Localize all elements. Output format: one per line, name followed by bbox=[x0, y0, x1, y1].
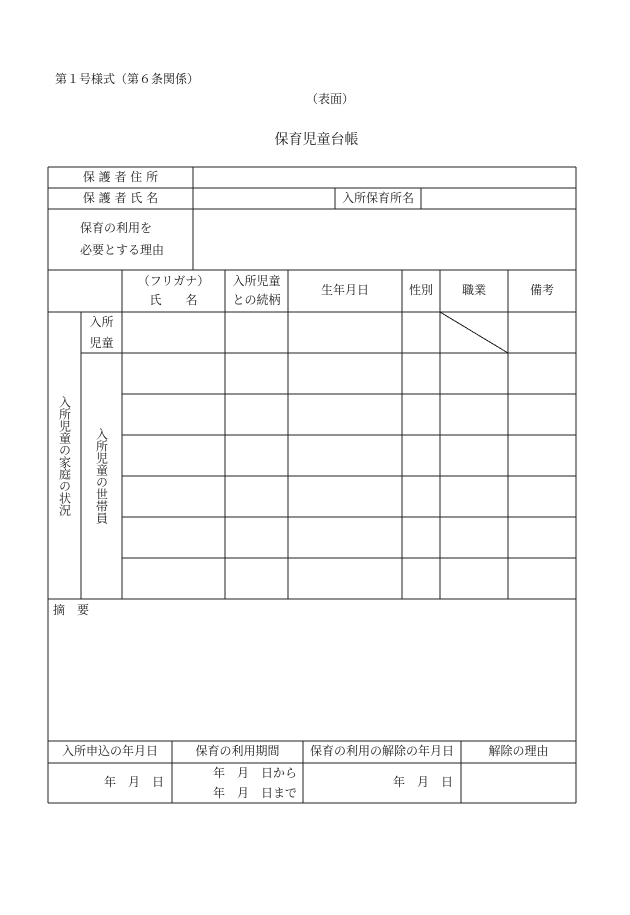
name-label: 氏 名 bbox=[149, 293, 198, 307]
footer-cancel-date-label: 保育の利用の解除の年月日 bbox=[309, 744, 454, 759]
side-label: （表面） bbox=[305, 92, 354, 106]
column-header-remarks: 備考 bbox=[529, 283, 554, 298]
family-status-text: 入所児童の家庭の状況 bbox=[57, 395, 72, 516]
nursery-name-field[interactable] bbox=[421, 188, 576, 209]
guardian-name-field[interactable] bbox=[193, 188, 335, 209]
column-header-name bbox=[122, 270, 225, 312]
column-header-sex: 性別 bbox=[408, 283, 433, 298]
guardian-name-label: 保 護 者 氏 名 bbox=[82, 190, 159, 205]
reason-field[interactable] bbox=[193, 209, 576, 270]
application-date-field[interactable]: 年 月 日 bbox=[103, 775, 164, 790]
page-title: 保育児童台帳 bbox=[274, 132, 359, 148]
column-header-relation bbox=[225, 270, 288, 312]
guardian-address-field[interactable] bbox=[193, 167, 576, 188]
relation-label-line2: との続柄 bbox=[232, 293, 281, 307]
guardian-address-label: 保 護 者 住 所 bbox=[82, 169, 159, 184]
footer-cancel-reason-label: 解除の理由 bbox=[488, 744, 549, 759]
nursery-name-label: 入所保育所名 bbox=[341, 190, 414, 205]
footer-usage-period-label: 保育の利用期間 bbox=[195, 744, 280, 759]
relation-label-line1: 入所児童 bbox=[232, 273, 281, 288]
household-members-text: 入所児童の世帯員 bbox=[94, 428, 109, 524]
reason-label-line1: 保育の利用を bbox=[80, 220, 153, 235]
column-header-occupation: 職業 bbox=[461, 283, 486, 298]
family-status-label bbox=[48, 312, 81, 599]
summary-label: 摘 要 bbox=[53, 603, 90, 618]
footer-application-date-label: 入所申込の年月日 bbox=[61, 744, 158, 759]
household-members-label bbox=[81, 353, 122, 599]
child-label-line1: 入所 bbox=[89, 315, 114, 330]
child-label bbox=[81, 312, 122, 353]
column-header-birthdate: 生年月日 bbox=[320, 283, 369, 298]
period-from-text: 年 月 日から bbox=[212, 765, 297, 780]
reason-label-line2: 必要とする理由 bbox=[80, 242, 165, 257]
cancel-reason-field[interactable] bbox=[461, 763, 576, 803]
summary-field[interactable] bbox=[48, 620, 576, 740]
reason-label bbox=[48, 209, 193, 270]
child-label-line2: 児童 bbox=[89, 335, 114, 350]
usage-period-field[interactable] bbox=[172, 763, 303, 803]
cancel-date-field[interactable]: 年 月 日 bbox=[392, 775, 453, 790]
period-to-text: 年 月 日まで bbox=[212, 786, 297, 800]
form-number: 第１号様式（第６条関係） bbox=[55, 72, 200, 86]
furigana-label: （フリガナ） bbox=[137, 273, 210, 288]
